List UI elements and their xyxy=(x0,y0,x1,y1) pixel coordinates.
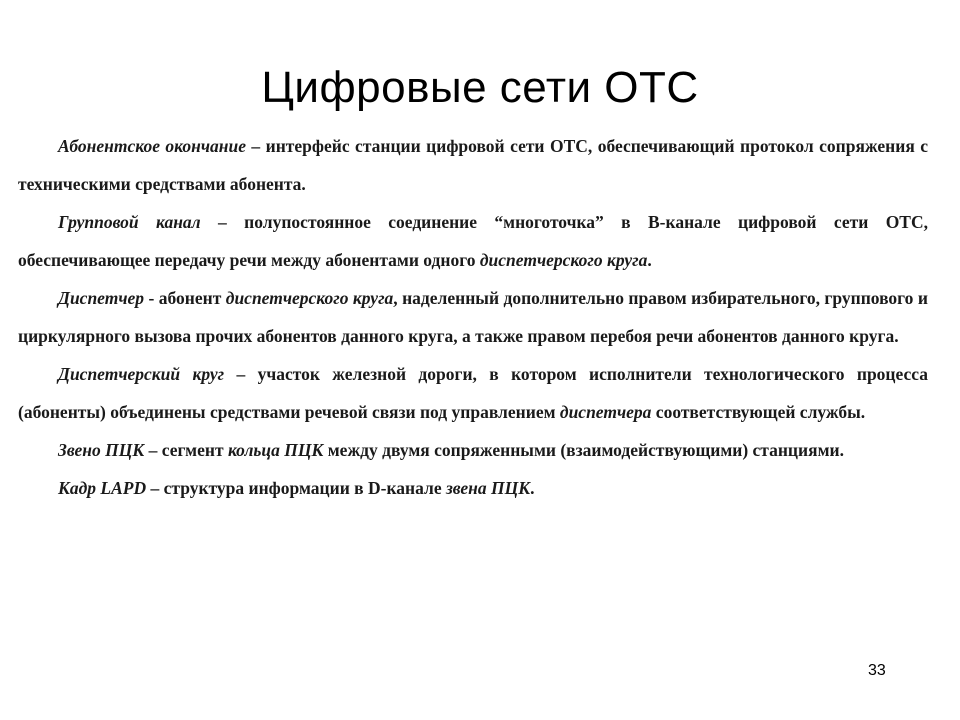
definition-text: – полупостоянное соединение “многоточка” в В-канале цифровой сети ОТС, обеспечивающее передачу речи между абонентами одного xyxy=(18,212,928,270)
definition-text-tail: . xyxy=(530,478,535,498)
definition-lapd-frame xyxy=(18,469,928,507)
definition-italic-text: диспетчера xyxy=(559,402,652,422)
definition-text: – сегмент xyxy=(144,440,228,460)
definition-text-tail: , наделенный дополнительно правом избирательного, группового и циркулярного вызова прочих абонентов данного круга, а также правом перебоя речи абонентов данного круга. xyxy=(18,288,928,346)
page-number: 33 xyxy=(868,662,886,679)
slide-title: Цифровые сети ОТС xyxy=(261,63,699,113)
definition-text: – структура информации в D-канале xyxy=(146,478,446,498)
definition-term: Групповой канал xyxy=(58,212,201,232)
definition-text-tail: соответствующей службы. xyxy=(651,402,866,422)
definition-italic-text: диспетчерского круга xyxy=(225,288,394,308)
definition-dispatch-circle xyxy=(18,355,928,431)
definition-pck-link xyxy=(18,431,928,469)
definition-text: – интерфейс станции цифровой сети ОТС, обеспечивающий протокол сопряжения с техническими средствами абонента. xyxy=(18,136,929,194)
definition-subscriber-termination xyxy=(18,127,928,203)
definition-term: Диспетчер xyxy=(58,288,145,308)
definition-text: - абонент xyxy=(144,288,226,308)
definition-group-channel xyxy=(18,203,928,279)
definition-term: Диспетчерский круг xyxy=(58,364,225,384)
definition-italic-text: звена ПЦК xyxy=(445,478,531,498)
definition-dispatcher xyxy=(18,279,928,355)
definition-italic-text: кольца ПЦК xyxy=(227,440,324,460)
definition-text-tail: между двумя сопряженными (взаимодействующими) станциями. xyxy=(323,440,844,460)
definition-term: Кадр LAPD xyxy=(58,478,147,498)
definition-term: Абонентское окончание xyxy=(58,136,246,156)
definition-term: Звено ПЦК xyxy=(58,440,145,460)
definitions-list xyxy=(18,127,928,507)
definition-text: – участок железной дороги, в котором исполнители технологического процесса (абоненты) объединены средствами речевой связи под управлением xyxy=(18,364,928,422)
definition-text-tail: . xyxy=(647,250,652,270)
definition-italic-text: диспетчерского круга xyxy=(479,250,648,270)
